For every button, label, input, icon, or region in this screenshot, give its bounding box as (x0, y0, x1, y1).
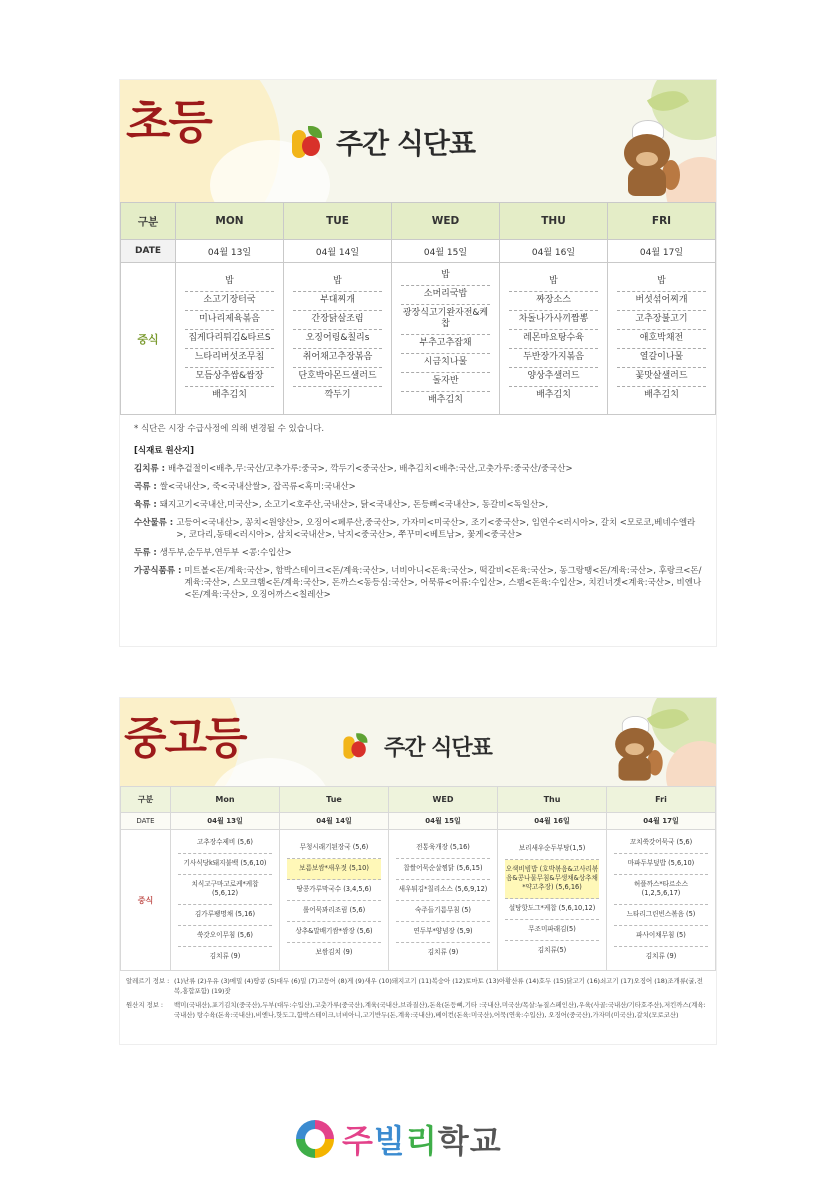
menu-item: 밥 (617, 273, 706, 292)
origin-category: 가공식품류 : (134, 566, 182, 576)
date-label: DATE (121, 240, 176, 263)
day-fri: Fri (607, 787, 716, 813)
school-name-char: 리 (405, 1122, 438, 1160)
menu-item: 오징어링&칠리s (293, 330, 382, 349)
day-mon: Mon (171, 787, 280, 813)
menu-item: 간장닭살조림 (293, 311, 382, 330)
menu-item: 애호박채전 (617, 330, 706, 349)
menu-item: 모듬상추쌈&쌈장 (185, 368, 274, 387)
origin-row (134, 517, 702, 541)
origin-row (134, 565, 702, 601)
day-mon: MON (176, 203, 284, 240)
menu-item: 배추김치 (644, 389, 679, 400)
menu-item: 김치류(5) (537, 946, 567, 954)
elementary-title: 주간 식단표 (336, 127, 475, 160)
menu-item: 꼬치쑥갓어묵국 (5,6) (614, 833, 708, 854)
origin-detail: 돼지고기<국내산,미국산>, 소고기<호주산,국내산>, 닭<국내산>, 돈등뼈<국내산>, 동갈비<독일산>, (159, 500, 549, 510)
menu-item: 밥 (509, 273, 598, 292)
menu-item: 미나리제육볶음 (185, 311, 274, 330)
menu-item: 고추장불고기 (617, 311, 706, 330)
lunch-label: 중식 (121, 263, 176, 415)
day-wed: WED (389, 787, 498, 813)
menu-item: 치식고구마고로케*케찹 (5,6,12) (178, 875, 272, 905)
menu-item: 짜장소스 (509, 292, 598, 311)
origin-category: 곡류 : (134, 482, 157, 492)
menu-item: 보리새우순두부탕(1,5) (505, 839, 599, 860)
menu-item: 레몬마요탕수육 (509, 330, 598, 349)
allergy-text: (1)난류 (2)우유 (3)메밀 (4)땅콩 (5)대두 (6)밀 (7)고등어 (8)게 (9)새우 (10)돼지고기 (11)복숭아 (12)토마토 (13)아황산류 (14)호두 (15)닭고기 (16)쇠고기 (17)오징어 (18)조개류(굴,전복,홍합포함) (19)잣 (174, 977, 703, 995)
menu-item: 단호박아몬드샐러드 (293, 368, 382, 387)
menu-item: 밥 (185, 273, 274, 292)
menu-item: 허플까스*타르소스 (1,2,5,6,17) (614, 875, 708, 905)
menu-item: 고추장수제비 (5,6) (178, 833, 272, 854)
menu-item: 김가루팽명채 (5,16) (178, 905, 272, 926)
date-cell: 04월 14일 (280, 813, 389, 830)
menu-item: 돌자반 (401, 373, 490, 392)
menu-item: 두반장가지볶음 (509, 349, 598, 368)
school-name-char: 주 (342, 1122, 374, 1160)
fruit-logo-icon (343, 733, 370, 759)
date-cell: 04월 16일 (500, 240, 608, 263)
origin-detail: 생두부,순두부,연두부 <콩:수입산> (159, 548, 292, 558)
menu-item: 김치류 (9) (645, 952, 677, 960)
date-cell: 04월 15일 (392, 240, 500, 263)
menu-item: 무조미파래김(5) (505, 920, 599, 941)
origin-detail: 쌀<국내산>, 죽<국내산쌀>, 잡곡류<혹미:국내산> (159, 482, 356, 492)
origin-text: 백미(국내산),포기김치(중국산),두부(대두:수입산),고춧가루(중국산),계육(국내산,브라질산),돈육(돈등뼈,기타 :국내산,미국산/목살:뉴질스페인산),우육(사골:국내산/기타호주산),저킨까스(계육:국내산) 탕수육(돈육:국내산),비엔나,핫도그,함박스테이크,너비아니,고기반두(돈,계육:국내산),베이컨(돈육:미국산),어묵(연육:수입산), 오징어(중국산),가자미(미국산),갈치(모로코산) (174, 1001, 706, 1019)
menu-cell (389, 830, 498, 971)
menu-item: 밥 (293, 273, 382, 292)
menu-item: 쑥갓오이무침 (5,6) (178, 926, 272, 947)
menu-item: 보쌈김치 (9) (315, 947, 353, 956)
menu-cell (392, 263, 500, 415)
day-thu: THU (500, 203, 608, 240)
menu-item: 무청시래기된장국 (5,6) (287, 838, 381, 859)
menu-item: 배추김치 (536, 389, 571, 400)
menu-item: 보름보쌈*새우젓 (5,10) (287, 859, 381, 880)
origin-detail: 미트볼<돈/계육:국산>, 함박스테이크<돈/계육:국산>, 너비아니<돈육:국산>, 떡갈비<돈육:국산>, 동그랑땡<돈/계육:국산>, 후랑크<돈/계육:국산>, 스모크햄<돈/계육:국산>, 돈까스<동등심:국산>, 어묵류<어류:수입산>, 스팸<돈육:수입산>, 치킨너겟<계육:국산>, 비엔나<돈/계육:국산>, 오징어까스<칠레산> (184, 566, 702, 600)
elementary-menu-panel (120, 80, 716, 646)
header-row (121, 787, 716, 813)
origin-detail: 배추겉절이<배추,무:국산/고추가루:중국>, 깍두기<중국산>, 배추김치<배추:국산,고춧가루:중국산/중국산> (168, 464, 573, 474)
school-ring-icon (296, 1120, 334, 1158)
menu-item: 숙주들기름무침 (5) (396, 901, 490, 922)
menu-item: 소머리국밥 (401, 286, 490, 305)
day-fri: FRI (608, 203, 716, 240)
group-label: 구분 (121, 203, 176, 240)
secondary-title: 주간 식단표 (384, 735, 492, 761)
menu-cell (498, 830, 607, 971)
origin-row (134, 481, 702, 493)
menu-item: 광장식고기완자전&케찹 (401, 305, 490, 335)
chef-bear-icon (618, 120, 688, 200)
menu-item: 느타리그린빈스볶음 (5) (614, 905, 708, 926)
date-cell: 04월 14일 (284, 240, 392, 263)
header-row (121, 203, 716, 240)
date-cell: 04월 17일 (608, 240, 716, 263)
menu-item: 시금치나물 (401, 354, 490, 373)
day-tue: TUE (284, 203, 392, 240)
menu-item: 땅콩가루막국수 (3,4,5,6) (287, 880, 381, 901)
menu-item: 마파두부덮밥 (5,6,10) (614, 854, 708, 875)
menu-cell (608, 263, 716, 415)
fruit-logo-icon (292, 126, 326, 158)
school-logo (296, 1116, 502, 1162)
menu-item: 취어채고추장볶음 (293, 349, 382, 368)
school-name-char: 학 (437, 1122, 470, 1160)
menu-item: 김치류 (9) (209, 952, 241, 960)
elementary-notes (120, 415, 716, 615)
elementary-title-logo (292, 122, 475, 162)
menu-item: 연두부*양념장 (5,9) (396, 922, 490, 943)
date-row (121, 240, 716, 263)
origin-row (134, 463, 702, 475)
origin-list (134, 463, 702, 601)
elementary-menu-table (120, 202, 716, 415)
menu-item: 느타리버섯조무침 (185, 349, 274, 368)
allergy-info (126, 977, 710, 996)
menu-item: 배추김치 (212, 389, 247, 400)
origin-category: 두류 : (134, 548, 157, 558)
menu-item: 상추&말배기쌈*쌈장 (5,6) (287, 922, 381, 943)
elementary-heading: 초등 (126, 95, 211, 149)
school-name-char: 교 (469, 1122, 502, 1160)
origin-detail: 고등어<국내산>, 꽁치<원양산>, 오징어<페루산,중국산>, 가자미<미국산>, 조기<중국산>, 임연수<러시아>, 갈치 <모로코,베네수엘라>, 코다리,동태<러시아>, 삼치<국내산>, 낙지<중국산>, 쭈꾸미<베트남>, 꽃게<중국산> (176, 518, 696, 540)
menu-item: 기사식당k돼지불백 (5,6,10) (178, 854, 272, 875)
change-notice: * 식단은 시장 수급사정에 의해 변경될 수 있습니다. (134, 424, 325, 434)
menu-cell (280, 830, 389, 971)
menu-cell (607, 830, 716, 971)
chef-bear-icon (610, 716, 670, 784)
menu-item: 전통육개장 (5,16) (396, 838, 490, 859)
day-wed: WED (392, 203, 500, 240)
menu-item: 꽃맛살샐러드 (617, 368, 706, 387)
origin-category: 육류 : (134, 500, 157, 510)
day-tue: Tue (280, 787, 389, 813)
origin-title: [식재료 원산지] (134, 446, 194, 456)
date-cell: 04월 16일 (498, 813, 607, 830)
origin-category: 김치류 : (134, 464, 165, 474)
origin-row (134, 547, 702, 559)
secondary-heading: 중고등 (124, 713, 246, 764)
date-label: DATE (121, 813, 171, 830)
menu-cell (500, 263, 608, 415)
day-thu: Thu (498, 787, 607, 813)
elementary-hero (120, 80, 716, 202)
allergy-label: 알레르기 정보 : (126, 977, 170, 985)
menu-item: 설탕핫도그*케찹 (5,6,10,12) (505, 899, 599, 920)
secondary-notes (120, 971, 716, 1031)
date-cell: 04월 17일 (607, 813, 716, 830)
menu-item: 새우튀김*칠리소스 (5,6,9,12) (396, 880, 490, 901)
secondary-menu-panel (120, 698, 716, 1044)
lunch-label: 중식 (121, 830, 171, 971)
secondary-title-logo (340, 730, 492, 762)
lunch-row (121, 263, 716, 415)
menu-item: 파사이채무침 (5) (614, 926, 708, 947)
menu-item: 오색비빔밥 (호박볶음&고사리볶음&콩나물무침&무생채&상추채*약고추장) (5,6,16) (505, 860, 599, 899)
school-name (342, 1116, 502, 1162)
menu-item: 열갈이나물 (617, 349, 706, 368)
menu-item: 양상추샐러드 (509, 368, 598, 387)
menu-cell (171, 830, 280, 971)
menu-item: 배추김치 (428, 395, 463, 405)
menu-cell (176, 263, 284, 415)
origin-row (134, 499, 702, 511)
date-cell: 04월 13일 (176, 240, 284, 263)
school-name-char: 빌 (373, 1122, 406, 1160)
menu-item: 소고기장터국 (185, 292, 274, 311)
menu-item: 김치류 (9) (427, 947, 459, 956)
secondary-menu-table (120, 786, 716, 971)
group-label: 구분 (121, 787, 171, 813)
menu-item: 밥 (401, 267, 490, 286)
menu-item: 집게다리튀김&타르S (185, 330, 274, 349)
menu-item: 부추고추잡채 (401, 335, 490, 354)
date-row (121, 813, 716, 830)
menu-item: 깍두기 (324, 389, 351, 400)
menu-item: 버섯섞어찌개 (617, 292, 706, 311)
menu-cell (284, 263, 392, 415)
secondary-hero (120, 698, 716, 786)
date-cell: 04월 13일 (171, 813, 280, 830)
origin-category: 수산물류 : (134, 518, 174, 528)
menu-item: 차돌나가사끼짬뽕 (509, 311, 598, 330)
origin-info (126, 1001, 710, 1020)
menu-item: 부대찌개 (293, 292, 382, 311)
menu-item: 찹쌀어묵순살찜닭 (5,6,15) (396, 859, 490, 880)
date-cell: 04월 15일 (389, 813, 498, 830)
origin-label: 원산지 정보 : (126, 1001, 164, 1009)
lunch-row (121, 830, 716, 971)
menu-item: 롤어묵꽈리조림 (5,6) (287, 901, 381, 922)
